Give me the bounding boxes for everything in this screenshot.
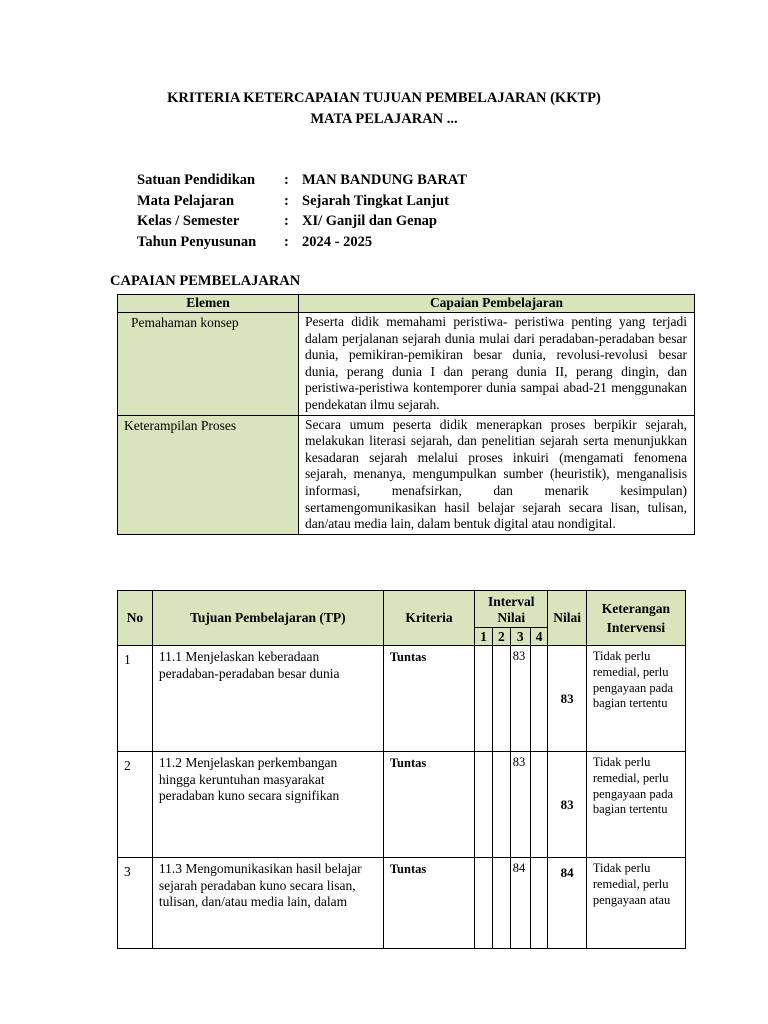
row-kriteria: Tuntas: [383, 858, 474, 949]
row-interval-3: 83: [510, 646, 530, 752]
row-interval-1: [475, 646, 493, 752]
info-label: Satuan Pendidikan: [137, 172, 256, 188]
row-interval-1: [475, 858, 493, 949]
row-keterangan: Tidak perlu remedial, perlu pengayaan pada bagian tertentu: [586, 752, 685, 858]
row-interval-2: [492, 752, 510, 858]
info-row-tahun: [137, 232, 467, 253]
header-elemen: Elemen: [118, 295, 299, 313]
row-no: 2: [118, 752, 153, 858]
table-row: [118, 313, 695, 416]
row-nilai: 83: [548, 752, 586, 858]
row-nilai: 84: [548, 858, 586, 949]
row-nilai: 83: [548, 646, 586, 752]
header-nilai: Nilai: [548, 591, 586, 646]
section-heading: CAPAIAN PEMBELAJARAN: [110, 273, 301, 289]
row-no: 3: [118, 858, 153, 949]
capaian-cell: Peserta didik memahami peristiwa- peristiwa penting yang terjadi dalam perjalanan sejarah dunia mulai dari peradaban-peradaban besar dunia, pemikiran-pemikiran besar dunia, revolusi-revolusi besar dunia, perang dunia I dan perang dunia II, perang dingin, dan peristiwa-peristiwa kontemporer dunia sampai abad-21 menggunakan pendekatan ilmu sejarah.: [299, 313, 695, 416]
row-interval-4: [530, 752, 548, 858]
table-row: [118, 415, 695, 534]
row-interval-3: 84: [510, 858, 530, 949]
row-tp: 11.2 Menjelaskan perkembangan hingga keruntuhan masyarakat peradaban kuno secara signifikan: [152, 752, 383, 858]
info-colon: :: [284, 192, 289, 209]
info-row-satuan: [137, 170, 467, 191]
info-colon: :: [284, 233, 289, 250]
info-value: XI/ Ganjil dan Genap: [302, 213, 437, 229]
header-kriteria: Kriteria: [383, 591, 474, 646]
row-tp: 11.1 Menjelaskan keberadaan peradaban-peradaban besar dunia: [152, 646, 383, 752]
row-interval-2: [492, 858, 510, 949]
info-label: Tahun Penyusunan: [137, 233, 257, 250]
capaian-table: [117, 294, 695, 535]
info-row-kelas: [137, 211, 467, 232]
document-title: KRITERIA KETERCAPAIAN TUJUAN PEMBELAJARAN (KKTP): [167, 90, 601, 106]
header-capaian: Capaian Pembelajaran: [299, 295, 695, 313]
info-value: Sejarah Tingkat Lanjut: [302, 192, 449, 209]
row-tp: 11.3 Mengomunikasikan hasil belajar sejarah peradaban kuno secara lisan, tulisan, dan/atau media lain, dalam: [152, 858, 383, 949]
info-label: Mata Pelajaran: [137, 192, 235, 209]
elemen-cell: Keterampilan Proses: [118, 415, 299, 534]
row-interval-3: 83: [510, 752, 530, 858]
document-subtitle: MATA PELAJARAN ...: [310, 111, 458, 127]
header-interval-1: 1: [475, 628, 493, 646]
table-row: [118, 752, 686, 858]
info-row-mapel: [137, 191, 467, 212]
row-interval-4: [530, 858, 548, 949]
header-keterangan: Keterangan Intervensi: [586, 591, 685, 646]
row-no: 1: [118, 646, 153, 752]
row-interval-4: [530, 646, 548, 752]
identity-block: [137, 170, 467, 252]
header-no: No: [118, 591, 153, 646]
elemen-cell: Pemahaman konsep: [118, 313, 299, 416]
header-interval-2: 2: [492, 628, 510, 646]
header-interval-4: 4: [530, 628, 548, 646]
table-row: [118, 858, 686, 949]
capaian-cell: Secara umum peserta didik menerapkan proses berpikir sejarah, melakukan literasi sejarah, dan penelitian sejarah serta menunjukkan kesadaran sejarah melalui proses inkuiri (mengamati fenomena sejarah, menanya, mengumpulkan sumber (heuristik), menganalisis informasi, menafsirkan, dan menarik kesimpulan) sertamengomunikasikan hasil belajar sejarah secara lisan, tulisan, dan/atau media lain, dalam bentuk digital atau nondigital.: [299, 415, 695, 534]
info-label: Kelas / Semester: [137, 213, 240, 229]
row-interval-2: [492, 646, 510, 752]
info-value: MAN BANDUNG BARAT: [302, 172, 467, 188]
tp-table: [117, 590, 686, 949]
row-keterangan: Tidak perlu remedial, perlu pengayaan pada bagian tertentu: [586, 646, 685, 752]
table-row: [118, 646, 686, 752]
info-colon: :: [284, 213, 289, 229]
info-value: 2024 - 2025: [302, 233, 373, 250]
header-tp: Tujuan Pembelajaran (TP): [152, 591, 383, 646]
header-interval-3: 3: [510, 628, 530, 646]
row-kriteria: Tuntas: [383, 752, 474, 858]
row-keterangan: Tidak perlu remedial, perlu pengayaan atau: [586, 858, 685, 949]
info-colon: :: [284, 172, 289, 188]
header-interval: Interval Nilai: [475, 591, 548, 628]
row-interval-1: [475, 752, 493, 858]
row-kriteria: Tuntas: [383, 646, 474, 752]
